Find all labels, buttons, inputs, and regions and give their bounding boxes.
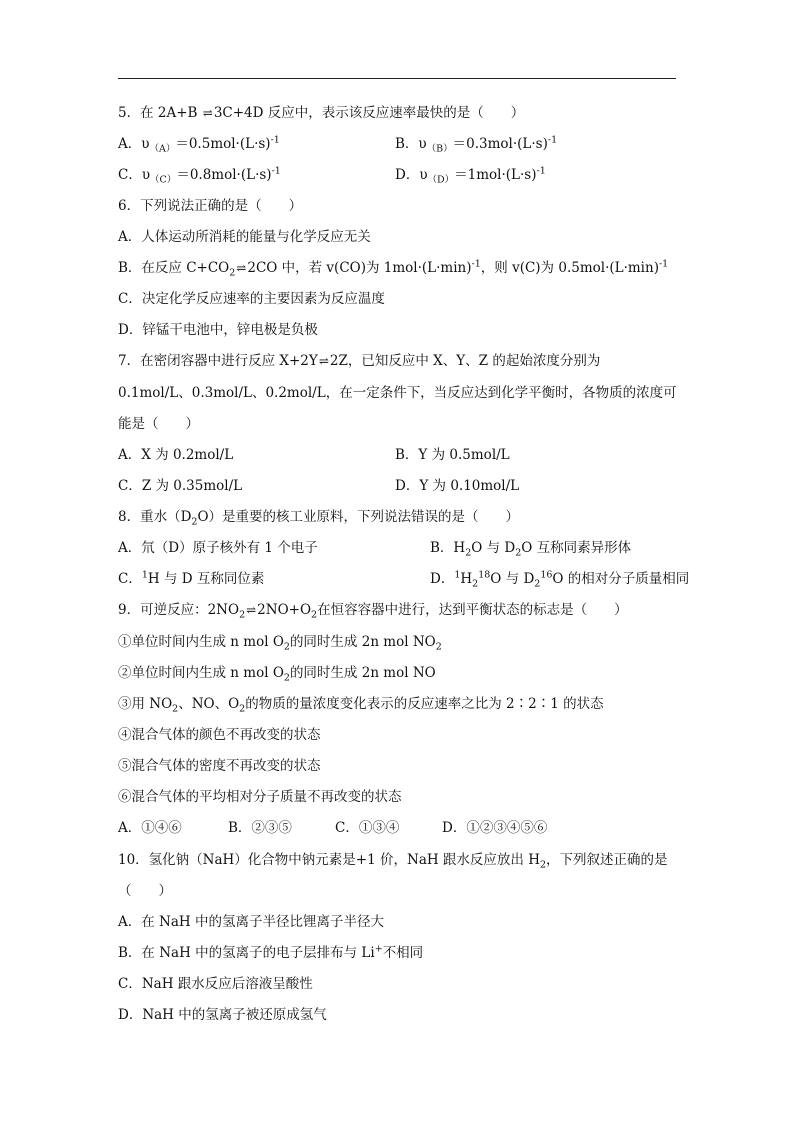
q10-option-b[interactable] <box>118 944 423 962</box>
q8-option-d[interactable] <box>430 570 689 588</box>
option-sup: -1 <box>270 134 280 146</box>
option-text: H <box>460 571 473 587</box>
q8-option-c[interactable] <box>118 570 264 588</box>
q10-stem-part: ，下列叙述正确的是 <box>546 852 668 868</box>
option-text: ＝0.3mol·(L·s) <box>452 136 548 152</box>
option-text: O 互称同素异形体 <box>521 540 632 556</box>
q9-statement-3 <box>118 695 604 713</box>
option-sub: 2 <box>229 267 236 279</box>
option-text: 不相同 <box>382 945 424 961</box>
question-10-stem <box>118 851 668 869</box>
statement-text: 、NO、O <box>178 696 240 712</box>
option-sup: 16 <box>540 569 553 581</box>
equilibrium-arrow-icon: ⇌ <box>236 261 247 275</box>
q9-stem-sub: 2 <box>239 609 246 621</box>
option-text: D．υ <box>395 167 428 183</box>
option-sub: （D） <box>427 174 455 186</box>
q7-option-b[interactable]: B．Y 为 0.5mol/L <box>395 447 510 463</box>
equilibrium-arrow-icon: ⇌ <box>318 354 329 368</box>
option-text: ，则 v(C)为 0.5mol·(L·min) <box>480 260 659 276</box>
statement-sub: 2 <box>283 672 290 684</box>
option-sub: （C） <box>150 174 177 186</box>
statement-text: ②单位时间内生成 n mol O <box>118 665 284 681</box>
q9-statement-2 <box>118 664 436 682</box>
option-text: B．υ <box>395 136 427 152</box>
option-text: ＝0.5mol·(L·s) <box>175 136 271 152</box>
q9-option-c[interactable]: C．①③④ <box>335 820 400 836</box>
q9-statement-1 <box>118 633 442 651</box>
q5-option-b[interactable] <box>395 135 557 153</box>
option-sup: -1 <box>536 165 546 177</box>
q8-stem-part: 8．重水（D <box>118 509 192 525</box>
statement-sub: 2 <box>435 641 442 653</box>
statement-sub: 2 <box>239 703 246 715</box>
option-sub: 2 <box>472 578 479 590</box>
q9-stem-part: 9．可逆反应：2NO <box>118 602 240 618</box>
option-sub: 2 <box>534 578 541 590</box>
option-sub: （A） <box>149 143 176 155</box>
q9-stem-sub: 2 <box>311 609 318 621</box>
statement-sub: 2 <box>283 641 290 653</box>
q8-stem-sub: 2 <box>191 516 198 528</box>
option-text: B．在反应 C+CO <box>118 260 230 276</box>
header-rule <box>118 78 676 79</box>
q7-option-d[interactable]: D．Y 为 0.10mol/L <box>395 478 520 494</box>
option-text: C． <box>118 571 142 587</box>
q7-option-a[interactable]: A．X 为 0.2mol/L <box>118 447 234 463</box>
q5-stem-part: 5．在 2A+B <box>118 105 202 121</box>
q9-statement-5: ⑤混合气体的密度不再改变的状态 <box>118 758 321 774</box>
q10-option-d[interactable]: D．NaH 中的氢离子被还原成氢气 <box>118 1007 327 1023</box>
q10-stem-part: 10．氢化钠（NaH）化合物中钠元素是+1 价，NaH 跟水反应放出 H <box>118 852 540 868</box>
question-7-stem <box>118 352 600 370</box>
option-sup: 18 <box>478 569 491 581</box>
q10-option-a[interactable]: A．在 NaH 中的氢离子半径比锂离子半径大 <box>118 914 384 930</box>
q9-option-a[interactable]: A．①④⑥ <box>118 820 182 836</box>
option-sup: -1 <box>658 258 669 270</box>
option-sup: -1 <box>271 165 281 177</box>
statement-text: 的物质的量浓度变化表示的反应速率之比为 2∶2∶1 的状态 <box>245 696 604 712</box>
equilibrium-arrow-icon: ⇌ <box>246 603 257 617</box>
q5-option-a[interactable] <box>118 135 280 153</box>
option-sub: 2 <box>465 547 472 559</box>
question-5-stem <box>118 104 524 122</box>
q9-option-b[interactable]: B．②③⑤ <box>228 820 292 836</box>
q7-stem-part: 2Z，已知反应中 X、Y、Z 的起始浓度分别为 <box>329 353 601 369</box>
option-sup: -1 <box>471 258 481 270</box>
q8-stem-part: O）是重要的核工业原料，下列说法错误的是（ ） <box>197 509 520 525</box>
option-text: C．υ <box>118 167 151 183</box>
statement-text: 的同时生成 2n mol NO <box>289 634 436 650</box>
option-text: B．在 NaH 中的氢离子的电子层排布与 Li <box>118 945 375 961</box>
option-text: H 与 D 互称同位素 <box>147 571 265 587</box>
option-text: ＝0.8mol·(L·s) <box>176 167 272 183</box>
option-sub: 2 <box>515 547 522 559</box>
question-10-stem-line2: （ ） <box>118 883 172 899</box>
q9-stem-part: 在恒容容器中进行，达到平衡状态的标志是（ ） <box>317 602 628 618</box>
q7-option-c[interactable]: C．Z 为 0.35mol/L <box>118 478 243 494</box>
option-text: A．υ <box>118 136 150 152</box>
option-text: D． <box>430 571 455 587</box>
q6-option-c[interactable]: C．决定化学反应速率的主要因素为反应温度 <box>118 291 385 307</box>
option-text: O 与 D <box>471 540 516 556</box>
statement-text: 的同时生成 2n mol NO <box>289 665 436 681</box>
q8-option-b[interactable] <box>430 539 631 557</box>
q6-option-b[interactable] <box>118 259 668 277</box>
statement-text: ③用 NO <box>118 696 173 712</box>
option-text: B．H <box>430 540 466 556</box>
statement-text: ①单位时间内生成 n mol O <box>118 634 284 650</box>
q10-stem-sub: 2 <box>540 859 547 871</box>
option-text: ＝1mol·(L·s) <box>454 167 537 183</box>
q9-option-d[interactable]: D．①②③④⑤⑥ <box>442 820 548 836</box>
question-6-stem: 6．下列说法正确的是（ ） <box>118 198 303 214</box>
q6-option-d[interactable]: D．锌锰干电池中，锌电极是负极 <box>118 322 318 338</box>
option-sup: 1 <box>141 569 148 581</box>
equilibrium-arrow-icon: ⇌ <box>202 106 213 120</box>
q9-statement-6: ⑥混合气体的平均相对分子质量不再改变的状态 <box>118 789 402 805</box>
q10-option-c[interactable]: C．NaH 跟水反应后溶液呈酸性 <box>118 976 313 992</box>
option-text: O 与 D <box>490 571 535 587</box>
q5-stem-part: 3C+4D 反应中，表示该反应速率最快的是（ ） <box>213 105 525 121</box>
q9-stem-part: 2NO+O <box>257 602 312 618</box>
q5-option-c[interactable] <box>118 166 281 184</box>
q9-statement-4: ④混合气体的颜色不再改变的状态 <box>118 727 321 743</box>
question-7-stem-line2: 0.1mol/L、0.3mol/L、0.2mol/L，在一定条件下，当反应达到化学平衡时，各物质的浓度可 <box>118 385 677 401</box>
option-sub: （B） <box>426 143 453 155</box>
q8-option-a[interactable]: A．氘（D）原子核外有 1 个电子 <box>118 540 318 556</box>
option-sup: 1 <box>454 569 461 581</box>
question-9-stem <box>118 601 628 619</box>
statement-sub: 2 <box>172 703 179 715</box>
question-7-stem-line3: 能是（ ） <box>118 416 199 432</box>
option-sup: + <box>374 943 383 955</box>
q5-option-d[interactable] <box>395 166 546 184</box>
question-8-stem <box>118 508 519 526</box>
option-text: 2CO 中，若 v(CO)为 1mol·(L·min) <box>247 260 472 276</box>
option-text: O 的相对分子质量相同 <box>552 571 690 587</box>
q6-option-a[interactable]: A．人体运动所消耗的能量与化学反应无关 <box>118 229 371 245</box>
option-sup: -1 <box>547 134 558 146</box>
q7-stem-part: 7．在密闭容器中进行反应 X+2Y <box>118 353 318 369</box>
